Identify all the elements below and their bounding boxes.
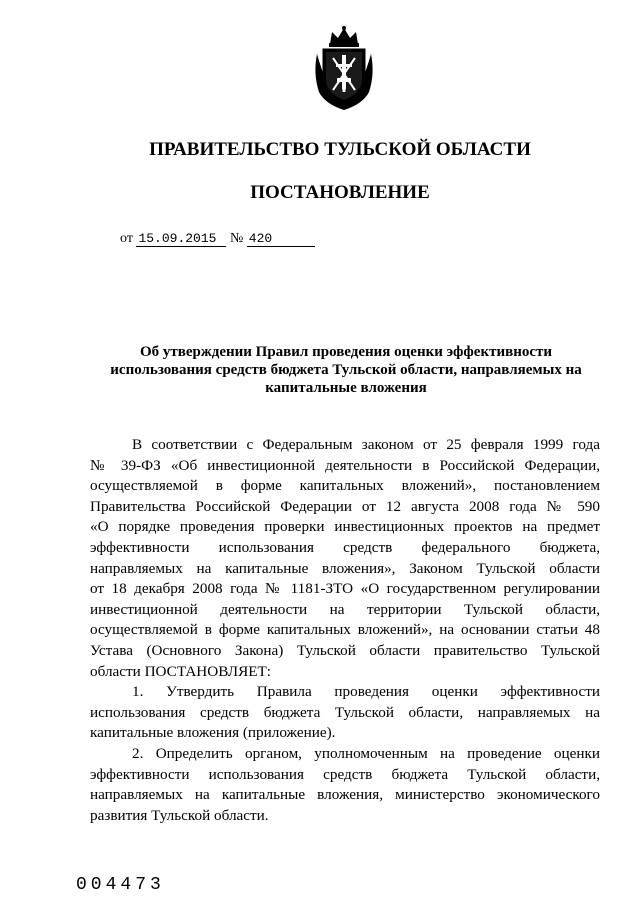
body-line: направляемых на капитальные вложения», Законом Тульской области xyxy=(90,559,600,577)
body-line: осуществляемой в форме капитальных вложений», на основании статьи 48 xyxy=(90,621,600,639)
subject-line: Об утверждении Правил проведения оценки эффективности xyxy=(139,344,553,360)
subject-line: капитальные вложения xyxy=(265,380,427,396)
subject-line: использования средств бюджета Тульской области, направляемых на xyxy=(110,362,582,378)
body-line: № 39-ФЗ «Об инвестиционной деятельности в Российской Федерации, xyxy=(90,456,600,474)
serial-number: 004473 xyxy=(76,875,165,895)
document-date: 15.09.2015 xyxy=(136,231,226,247)
coat-of-arms-icon xyxy=(311,24,377,112)
body-line: 2. Определить органом, уполномоченным на проведение оценки xyxy=(132,744,600,762)
body-line: области ПОСТАНОВЛЯЕТ: xyxy=(90,662,271,680)
body-line: эффективности использования средств федерального бюджета, xyxy=(90,538,600,556)
government-title: ПРАВИТЕЛЬСТВО ТУЛЬСКОЙ ОБЛАСТИ xyxy=(149,139,531,160)
body-line: Правительства Российской Федерации от 12 августа 2008 года № 590 xyxy=(90,497,600,515)
document-type-title: ПОСТАНОВЛЕНИЕ xyxy=(250,182,430,203)
body-line: 1. Утвердить Правила проведения оценки эффективности xyxy=(132,683,600,701)
date-prefix: от xyxy=(120,231,133,246)
document-number: 420 xyxy=(247,231,315,247)
body-line: использования средств бюджета Тульской области, направляемых на xyxy=(90,703,600,721)
date-number-row xyxy=(120,231,315,247)
body-line: развития Тульской области. xyxy=(90,806,269,824)
body-line: эффективности использования средств бюджета Тульской области, xyxy=(90,765,600,783)
body-line: инвестиционной деятельности на территории Тульской области, xyxy=(90,600,600,618)
body-line: В соответствии с Федеральным законом от 25 февраля 1999 года xyxy=(132,436,600,453)
number-prefix: № xyxy=(229,231,244,246)
decree-body xyxy=(90,435,600,826)
body-line: Устава (Основного Закона) Тульской области правительство Тульской xyxy=(90,641,600,659)
body-line: капитальные вложения (приложение). xyxy=(90,724,336,742)
decree-subject xyxy=(90,343,602,397)
body-line: осуществляемой в форме капитальных вложений», постановлением xyxy=(90,477,600,495)
body-line: «О порядке проведения проверки инвестиционных проектов на предмет xyxy=(90,518,600,536)
body-line: от 18 декабря 2008 года № 1181-ЗТО «О государственном регулировании xyxy=(90,580,600,598)
body-line: направляемых на капитальные вложения, министерство экономического xyxy=(90,786,600,804)
